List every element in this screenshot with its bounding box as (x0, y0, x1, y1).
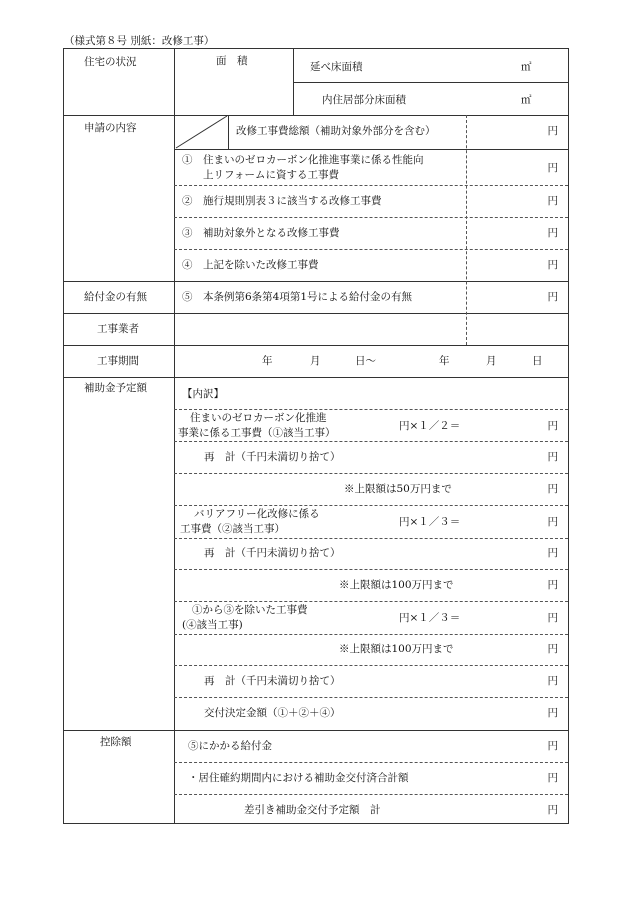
subsidy-b-formula: 円×１／３＝ (399, 516, 461, 528)
form-caption: （様式第８号 別紙：改修工事） (64, 35, 215, 47)
subsidy-subrow-divider (174, 538, 568, 539)
area-subrow-divider (293, 82, 568, 83)
subsidy-subrow-divider (174, 697, 568, 698)
period-label: 工事期間 (97, 355, 139, 367)
subsidy-a-yen: 円 (547, 420, 558, 432)
total-floor-area-label: 延べ床面積 (310, 61, 363, 73)
subsidy-c-line2: (④該当工事) (182, 619, 243, 631)
benefit-item5: ⑤ 本条例第6条第4項第1号による給付金の有無 (182, 291, 413, 303)
row-divider (64, 345, 568, 346)
row-divider (64, 281, 568, 282)
period-day2: 日 (532, 355, 543, 367)
subsidy-c-cap-yen: 円 (547, 643, 558, 655)
benefit-yen: 円 (547, 291, 558, 303)
subsidy-subrow-divider (174, 569, 568, 570)
subsidy-c-line1: ①から③を除いた工事費 (192, 604, 308, 616)
subsidy-b-line1: バリアフリー化改修に係る (194, 508, 320, 520)
subsidy-a-recalc: 再 計（千円未満切り捨て） (204, 451, 341, 463)
subsidy-c-yen: 円 (547, 612, 558, 624)
application-label: 申請の内容 (84, 122, 137, 134)
row-divider (64, 377, 568, 378)
contractor-label: 工事業者 (97, 323, 139, 335)
subsidy-a-cap: ※上限額は50万円まで (344, 483, 452, 495)
deduction-prior-yen: 円 (547, 772, 558, 784)
decision-amount-label: 交付決定金額（①＋②＋④） (204, 707, 341, 719)
subsidy-subrow-divider (174, 505, 568, 506)
subsidy-b-line2: 工事費（②該当工事） (180, 523, 285, 535)
application-subrow-divider (174, 217, 568, 218)
subsidy-subrow-divider (174, 665, 568, 666)
net-amount-yen: 円 (547, 804, 558, 816)
subsidy-a-cap-yen: 円 (547, 483, 558, 495)
area-label: 面 積 (216, 55, 248, 67)
subsidy-subrow-divider (174, 409, 568, 410)
deduction-item5-yen: 円 (547, 740, 558, 752)
total-cost-yen: 円 (547, 125, 558, 137)
residential-floor-area-unit: ㎡ (521, 94, 532, 106)
total-cost-label: 改修工事費総額（補助対象外部分を含む） (236, 125, 436, 137)
subsidy-a-line2: 事業に係る工事費（①該当工事） (178, 427, 336, 439)
period-year: 年 (262, 355, 273, 367)
subsidy-subrow-divider (174, 441, 568, 442)
subsidy-c-recalc-yen: 円 (547, 675, 558, 687)
item4-yen: 円 (547, 259, 558, 271)
subsidy-b-yen: 円 (547, 516, 558, 528)
subsidy-c-formula: 円×１／３＝ (399, 612, 461, 624)
subsidy-a-formula: 円×１／２＝ (399, 420, 461, 432)
period-year2: 年 (439, 355, 450, 367)
period-month2: 月 (486, 355, 497, 367)
item3-label: ③ 補助対象外となる改修工事費 (182, 227, 340, 239)
application-subrow-divider (174, 249, 568, 250)
deduction-label: 控除額 (100, 736, 132, 748)
item1-yen: 円 (547, 162, 558, 174)
subsidy-label: 補助金予定額 (84, 382, 147, 394)
item3-yen: 円 (547, 227, 558, 239)
decision-amount-yen: 円 (547, 707, 558, 719)
application-subrow-divider (174, 149, 568, 150)
subsidy-a-line1: 住まいのゼロカーボン化推進 (190, 412, 327, 424)
row-divider (64, 730, 568, 731)
subsidy-subrow-divider (174, 634, 568, 635)
row-divider (64, 313, 568, 314)
deduction-subrow-divider (174, 762, 568, 763)
amount-column-divider (466, 115, 467, 345)
item2-yen: 円 (547, 195, 558, 207)
subsidy-b-recalc: 再 計（千円未満切り捨て） (204, 547, 341, 559)
period-month: 月 (310, 355, 321, 367)
subsidy-c-recalc: 再 計（千円未満切り捨て） (204, 675, 341, 687)
subsidy-b-recalc-yen: 円 (547, 547, 558, 559)
application-form-table (63, 48, 569, 824)
breakdown-label: 【内訳】 (182, 388, 224, 400)
row-divider (64, 115, 568, 116)
label-column-divider (174, 49, 175, 823)
total-floor-area-unit: ㎡ (521, 61, 532, 73)
subsidy-subrow-divider (174, 473, 568, 474)
residential-floor-area-label: 内住居部分床面積 (322, 94, 406, 106)
subsidy-c-cap: ※上限額は100万円まで (339, 643, 454, 655)
item1-line1: ① 住まいのゼロカーボン化推進事業に係る性能向 (182, 154, 424, 166)
period-day-from: 日～ (355, 355, 376, 367)
housing-label: 住宅の状況 (84, 56, 137, 68)
deduction-item5: ⑤にかかる給付金 (188, 740, 272, 752)
item4-label: ④ 上記を除いた改修工事費 (182, 259, 319, 271)
deduction-prior-label: ・居住確約期間内における補助金交付済合計額 (188, 772, 409, 784)
item1-line2: 上リフォームに資する工事費 (203, 169, 339, 181)
subsidy-a-recalc-yen: 円 (547, 451, 558, 463)
subsidy-subrow-divider (174, 601, 568, 602)
application-subrow-divider (174, 185, 568, 186)
item2-label: ② 施行規則別表３に該当する改修工事費 (182, 195, 382, 207)
subsidy-b-cap: ※上限額は100万円まで (339, 579, 454, 591)
deduction-subrow-divider (174, 794, 568, 795)
subsidy-b-cap-yen: 円 (547, 579, 558, 591)
diagonal-slash (174, 115, 229, 149)
net-amount-label: 差引き補助金交付予定額 計 (244, 804, 381, 816)
benefit-label: 給付金の有無 (84, 291, 147, 303)
